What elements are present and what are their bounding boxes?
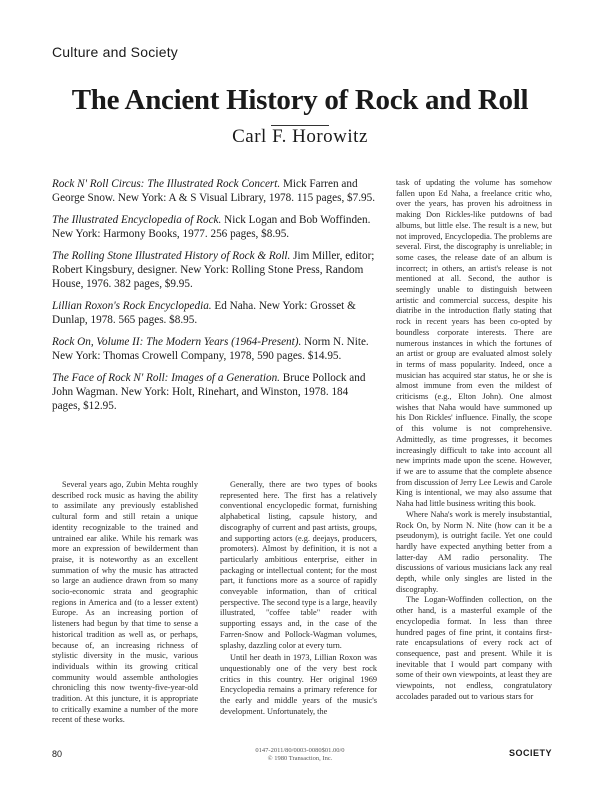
- book-entry: [52, 178, 378, 206]
- book-entry: [52, 336, 378, 364]
- book-entry: [52, 250, 378, 291]
- body-paragraph: Several years ago, Zubin Mehta roughly described rock music as having the ability to assimilate any previously established cultural form and still retain a unique identity recognizable to the trained and untrained ear alike. While his remark was more an expression of bewilderment than praise, it is noteworthy as an excellent summation of why the music has attracted so large an audience drawn from so many socio-economic strata and geographic regions in America and (to a lesser extent) Europe. As an increasing portion of listeners had begun by that time to sense a historical tradition as well as, or perhaps, because of, an increasing richness of stylistic diversity in the music, various individuals within its growing critical community would assemble anthologies chronicling this now twenty-five-year-old tradition. At this juncture, it is appropriate to critically examine a number of the more recent of these works.: [52, 480, 198, 725]
- book-details: Mick Farren and George Snow. New York: A & S Visual Library, 1978. 115 pages, $7.95.: [52, 178, 376, 204]
- book-title: Rock N' Roll Circus: The Illustrated Rock Concert.: [52, 178, 281, 190]
- book-details: Jim Miller, editor; Robert Kingsbury, designer. New York: Rolling Stone Press, Random House, 1976. 382 pages, $9.95.: [52, 250, 375, 290]
- book-title: The Rolling Stone Illustrated History of Rock & Roll.: [52, 250, 291, 263]
- book-title: The Illustrated Encyclopedia of Rock.: [52, 214, 222, 227]
- body-paragraph: Generally, there are two types of books represented here. The first has a relatively conventional encyclopedic format, furnishing alphabetical listing, capsule history, and discography of current and past artists, groups, and supporting actors (e.g. deejays, producers, promoters). Almost by definition, it is not a particularly ambitious enterprise, either in packaging or intellectual content; for the most part, it functions more as a source of rapidly conveyable information, than of critical perspective. The second type is a large, heavily illustrated, "coffee table" reader with supporting essays and, in the case of the Farren-Snow and Pollock-Wagman volumes, splashy, dazzling color at every turn.: [220, 480, 377, 650]
- book-title: The Face of Rock N' Roll: Images of a Generation.: [52, 372, 280, 385]
- journal-name: SOCIETY: [508, 748, 552, 758]
- body-paragraph: The Logan-Woffinden collection, on the other hand, is a masterful example of the encyclopedia format. In less than three hundred pages of fine print, it contains first-rate encapsulations of every rock act of consequence, past and present. While it is inevitable that I would part company with some of their own viewpoints, at least they are viewpoints, not endless, congratulatory accolades paraded out to various stars for: [396, 595, 552, 701]
- body-paragraph: Where Naha's work is merely insubstantial, Rock On, by Norm N. Nite (how can it be a pseudonym), is outright facile. Yet one could hardly have expected anything better from a latter-day AM radio personality. The discussions of various musicians lack any real depth, while only singles are listed in the discography.: [396, 509, 552, 594]
- section-label: Culture and Society: [52, 44, 178, 60]
- author-name: Carl F. Horowitz: [232, 126, 368, 147]
- book-details: Ed Naha. New York: Grosset & Dunlap, 1978. 565 pages. $8.95.: [52, 300, 356, 326]
- book-title: Rock On, Volume II: The Modern Years (1964-Present).: [52, 336, 302, 349]
- body-paragraph: task of updating the volume has somehow fallen upon Ed Naha, a freelance critic who, over the years, has proven his adroitness in making Don Rickles-like putdowns of bad albums, but little else. The result is a new, but not improved, Encyclopedia. The problems are several. First, the discography is unreliable; in some cases, the release date of an album is incorrect; in others, an artist's release is not mentioned at all. Second, the author is seemingly unable to distinguish between artistic and commercial success, despite his diatribe in the introduction flatly stating that rock in recent years has been co-opted by boundless corporate interests. There are numerous instances in which the fortunes of an artist or group are evaluated almost solely in terms of mass popularity. Indeed, once a musician has acquired star status, he or she is almost immune from even the mildest of criticisms (e.g., Elton John). One almost wishes that Naha would have summoned up his Don Rickles' influence. Finally, the scope of this volume is not comprehensive. Admittedly, as time progresses, it becomes increasingly difficult to take into account all new imprints made upon the scene. However, if we are to assume that the complete absence from discussion of Jerry Lee Lewis and Carole King is intentional, we may also assume that Naha had little business writing this book.: [396, 178, 552, 509]
- article-title: The Ancient History of Rock and Roll: [71, 84, 529, 116]
- book-details: Nick Logan and Bob Woffinden. New York: Harmony Books, 1977. 256 pages, $8.95.: [52, 214, 371, 240]
- copyright-notice: [200, 747, 400, 763]
- copyright-line: 0147-2011/80/0003-0080$01.00/0: [255, 747, 345, 754]
- body-column-1: [52, 480, 198, 726]
- book-title: Lillian Roxon's Rock Encyclopedia.: [52, 300, 212, 313]
- book-details: Bruce Pollock and John Wagman. New York: Holt, Rinehart, and Winston, 1978. 184 pages, $12.95.: [52, 372, 366, 412]
- page-number: 80: [52, 749, 63, 759]
- book-details: Norm N. Nite. New York: Thomas Crowell Company, 1978, 590 pages. $14.95.: [52, 336, 369, 362]
- book-entry: [52, 372, 378, 413]
- book-entry: [52, 214, 378, 242]
- copyright-line: © 1980 Transaction, Inc.: [267, 755, 333, 762]
- body-column-3: [396, 178, 552, 702]
- book-list: [52, 178, 378, 422]
- body-column-2: [220, 480, 377, 717]
- book-entry: [52, 300, 378, 328]
- body-paragraph: Until her death in 1973, Lillian Roxon was unquestionably one of the very best rock critics in this country. Her original 1969 Encyclopedia remains a primary reference for the early and middle years of the music's development. Unfortunately, the: [220, 653, 377, 716]
